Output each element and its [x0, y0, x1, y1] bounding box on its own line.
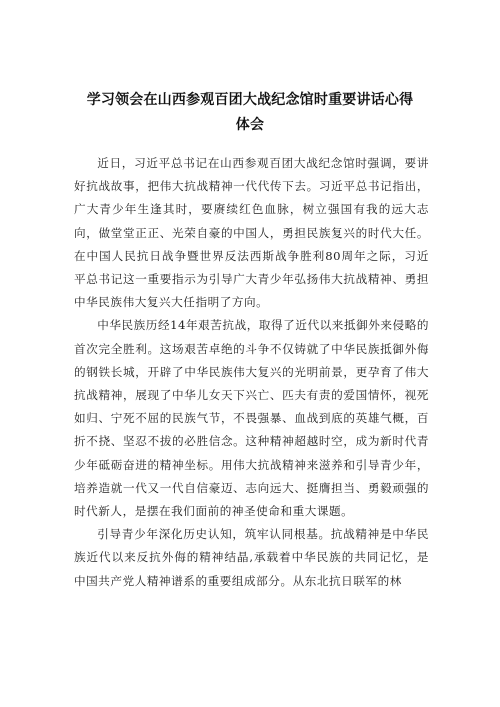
document-body: [74, 152, 429, 593]
paragraph-2: 中华民族历经14年艰苦抗战，取得了近代以来抵御外来侵略的首次完全胜利。这场艰苦卓绝的斗争不仅铸就了中华民族抵御外侮的钢铁长城，开辟了中华民族伟大复兴的光明前景，更孕育了伟大抗战精神，展现了中华儿女天下兴亡、匹夫有责的爱国情怀，视死如归、宁死不屈的民族气节，不畏强暴、血战到底的英雄气概，百折不挠、坚忍不拔的必胜信念。这种精神超越时空，成为新时代青少年砥砺奋进的精神坐标。用伟大抗战精神来滋养和引导青少年，培养造就一代又一代自信豪迈、志向远大、挺膺担当、勇毅顽强的时代新人，是摆在我们面前的神圣使命和重大课题。: [74, 318, 429, 519]
paragraph-3: 引导青少年深化历史认知，筑牢认同根基。抗战精神是中华民族近代以来反抗外侮的精神结晶,承载着中华民族的共同记忆，是中国共产党人精神谱系的重要组成部分。从东北抗日联军的林: [74, 527, 429, 588]
title-line-2: 体会: [235, 117, 265, 133]
title-line-1: 学习领会在山西参观百团大战纪念馆时重要讲话心得: [86, 92, 414, 108]
document-title: [60, 88, 440, 138]
paragraph-1: 近日，习近平总书记在山西参观百团大战纪念馆时强调，要讲好抗战故事，把伟大抗战精神一代代传下去。习近平总书记指出，广大青少年生逢其时，要赓续红色血脉，树立强国有我的远大志向，做堂堂正正、光荣自豪的中国人，勇担民族复兴的时代大任。在中国人民抗日战争暨世界反法西斯战争胜利80周年之际，习近平总书记这一重要指示为引导广大青少年弘扬伟大抗战精神、勇担中华民族伟大复兴大任指明了方向。: [74, 156, 429, 310]
